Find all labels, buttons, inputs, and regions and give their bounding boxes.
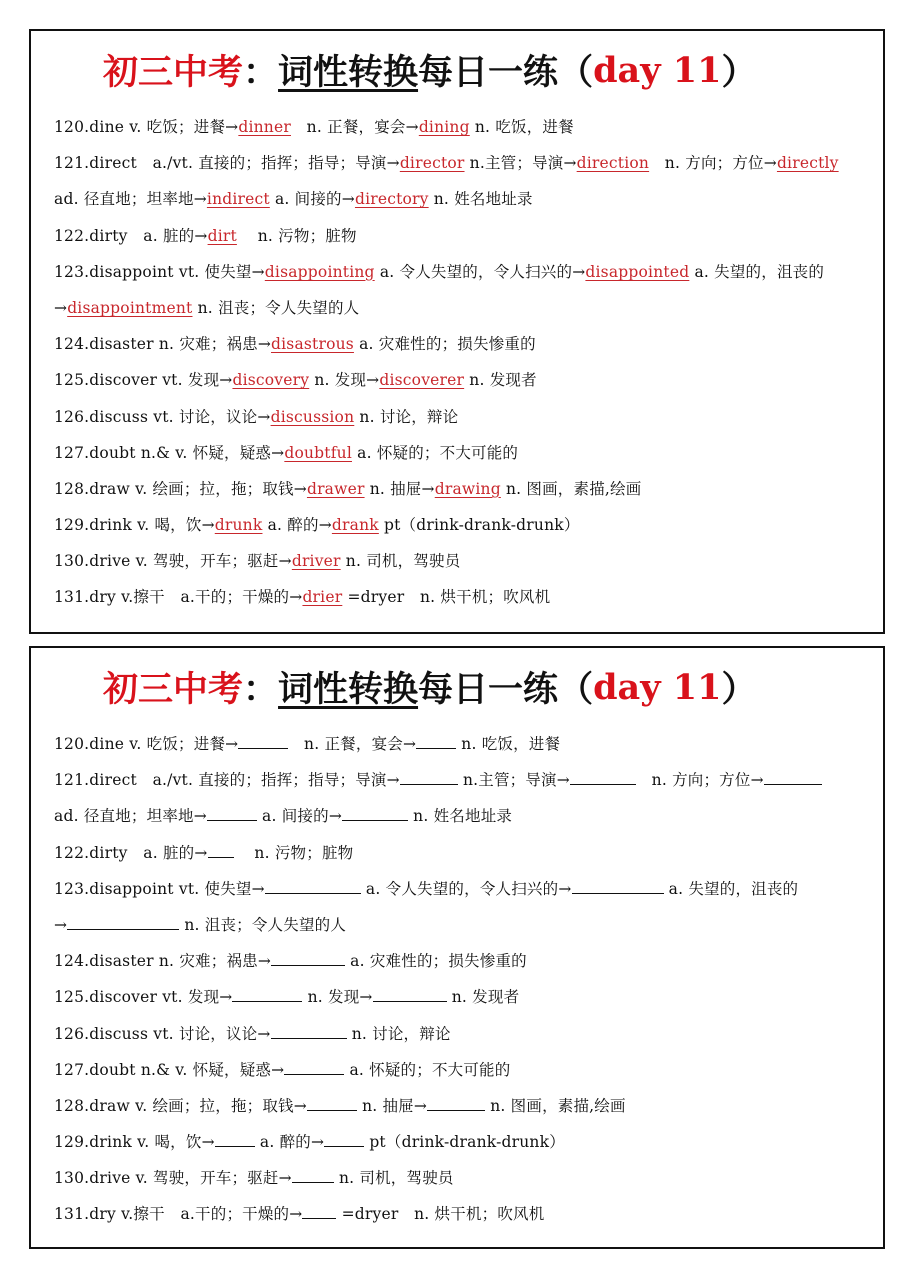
title-rest: 每日一练 (418, 52, 559, 93)
line-text: 123.disappoint vt. 使失望→ (54, 262, 265, 281)
exercise-line (54, 181, 873, 217)
line-text: n. 吃饭，进餐 (456, 735, 561, 753)
title-close-paren: ） (721, 669, 757, 710)
line-text: ad. 径直地；坦率地→ (54, 190, 207, 209)
line-text: ad. 径直地；坦率地→ (54, 807, 207, 826)
line-text: a. 怀疑的；不大可能的 (352, 443, 519, 462)
title-open-paren: （ (558, 52, 594, 93)
answer-blank[interactable] (302, 1204, 336, 1219)
answer-word: driver (291, 552, 341, 571)
line-text: 122.dirty a. 脏的→ (54, 226, 208, 245)
line-text: n. 发现者 (464, 371, 537, 390)
line-text: n. 讨论，辩论 (354, 407, 459, 426)
exercise-line (54, 290, 873, 326)
blank-lines (31, 726, 883, 1233)
line-text: n.主管；导演→ (464, 154, 577, 173)
line-text: 126.discuss vt. 讨论，议论→ (54, 407, 271, 426)
exercise-line (54, 835, 873, 871)
line-text: → (54, 915, 68, 934)
line-text: n. 司机，驾驶员 (333, 1169, 454, 1188)
answer-word: drawer (306, 479, 365, 498)
line-text: a. 失望的，沮丧的 (663, 879, 799, 898)
answer-blank[interactable] (572, 879, 664, 894)
line-text: 120.dine v. 吃饭；进餐→ (54, 735, 239, 753)
answer-word: drunk (214, 516, 263, 535)
exercise-line (54, 543, 873, 579)
line-text: 131.dry v.擦干 a.干的；干燥的→ (54, 1205, 303, 1224)
line-text: 125.discover vt. 发现→ (54, 988, 233, 1007)
line-text: n. 抽屉→ (356, 1096, 428, 1115)
line-text: n. 沮丧；令人失望的人 (179, 915, 347, 934)
exercise-line (54, 1088, 873, 1124)
exercise-line (54, 1124, 873, 1160)
line-text: n. 方向；方位→ (635, 771, 764, 790)
answer-blank[interactable] (232, 987, 302, 1002)
line-text: a. 醉的→ (254, 1133, 325, 1152)
line-text: a. 令人失望的，令人扫兴的→ (360, 879, 572, 898)
line-text: n.主管；导演→ (457, 771, 570, 790)
exercise-line (54, 1196, 873, 1232)
answer-blank[interactable] (764, 770, 822, 785)
line-text: 131.dry v.擦干 a.干的；干燥的→ (54, 588, 303, 607)
line-text: a. 醉的→ (262, 516, 332, 535)
line-text: n. 发现者 (446, 988, 520, 1007)
exercise-line (54, 218, 873, 254)
answer-lines (31, 109, 883, 616)
line-text: 130.drive v. 驾驶，开车；驱赶→ (54, 1169, 292, 1188)
answer-word: director (399, 154, 465, 173)
title-key-part: 词性转换 (278, 52, 419, 93)
line-text: 124.disaster n. 灾难；祸患→ (54, 952, 272, 971)
title-close-paren: ） (721, 52, 757, 93)
line-text: 128.draw v. 绘画；拉，拖；取钱→ (54, 1096, 307, 1115)
line-text: 129.drink v. 喝，饮→ (54, 1133, 215, 1152)
exercise-line (54, 254, 873, 290)
line-text: n. 发现→ (309, 371, 380, 390)
answer-word: disastrous (271, 335, 354, 354)
answer-word: discovery (232, 371, 310, 390)
line-text: n. 讨论，辩论 (346, 1024, 451, 1043)
line-text: a. 怀疑的；不大可能的 (344, 1060, 511, 1079)
answer-word: drier (302, 588, 343, 607)
exercise-line (54, 943, 873, 979)
answer-word: discussion (270, 407, 355, 426)
answer-blank[interactable] (570, 770, 636, 785)
answer-word: discoverer (379, 371, 465, 390)
exercise-line (54, 145, 873, 181)
answer-blank[interactable] (271, 951, 345, 966)
answer-word: disappointed (585, 262, 690, 281)
line-text: 120.dine v. 吃饭；进餐→ (54, 118, 239, 136)
exercise-line (54, 979, 873, 1015)
line-text: 122.dirty a. 脏的→ (54, 843, 208, 862)
answer-word: indirect (206, 190, 270, 209)
line-text: n. 姓名地址录 (428, 190, 533, 209)
line-text: 128.draw v. 绘画；拉，拖；取钱→ (54, 479, 307, 498)
exercise-line (54, 362, 873, 398)
line-text: 124.disaster n. 灾难；祸患→ (54, 335, 272, 354)
answer-blank[interactable] (284, 1060, 344, 1075)
title-day: day 11 (593, 49, 722, 91)
answer-blank[interactable] (67, 915, 179, 930)
line-text: n. 抽屉→ (364, 479, 435, 498)
title-rest: 每日一练 (418, 669, 559, 710)
title-day: day 11 (593, 666, 722, 708)
line-text: 130.drive v. 驾驶，开车；驱赶→ (54, 552, 292, 571)
line-text: n. 污物；脏物 (236, 226, 357, 245)
answer-word: drank (331, 516, 379, 535)
line-text: =dryer n. 烘干机；吹风机 (336, 1205, 545, 1224)
title-colon: ： (243, 669, 279, 710)
title-key-part: 词性转换 (278, 669, 419, 710)
line-text: a. 令人失望的，令人扫兴的→ (374, 262, 586, 281)
line-text: 126.discuss vt. 讨论，议论→ (54, 1024, 271, 1043)
blank-sheet (29, 646, 885, 1249)
line-text: n. 正餐，宴会→ (290, 118, 419, 136)
line-text: n. 吃饭，进餐 (469, 118, 574, 136)
line-text: n. 沮丧；令人失望的人 (192, 298, 360, 317)
line-text: 127.doubt n.& v. 怀疑，疑惑→ (54, 443, 285, 462)
sheet-title (31, 31, 883, 109)
answer-sheet (29, 29, 885, 634)
line-text: n. 正餐，宴会→ (288, 735, 417, 753)
exercise-line (54, 907, 873, 943)
line-text: =dryer n. 烘干机；吹风机 (342, 588, 551, 607)
answer-word: dirt (207, 226, 237, 245)
answer-blank[interactable] (342, 806, 408, 821)
exercise-line (54, 798, 873, 834)
line-text: n. 图画，素描,绘画 (500, 479, 642, 498)
line-text: n. 图画，素描,绘画 (485, 1096, 626, 1115)
answer-blank[interactable] (271, 1024, 347, 1039)
answer-word: drawing (434, 479, 501, 498)
exercise-line (54, 871, 873, 907)
exercise-line (54, 399, 873, 435)
answer-blank[interactable] (400, 770, 458, 785)
line-text: n. 方向；方位→ (649, 154, 777, 173)
exercise-line (54, 1016, 873, 1052)
exercise-line (54, 1160, 873, 1196)
answer-blank[interactable] (208, 843, 234, 858)
sheet-title (31, 648, 883, 726)
title-colon: ： (243, 52, 279, 93)
exercise-line (54, 109, 873, 145)
answer-blank[interactable] (416, 734, 456, 749)
line-text: n. 污物；脏物 (233, 843, 354, 862)
answer-word: disappointment (67, 298, 193, 317)
line-text: 121.direct a./vt. 直接的；指挥；指导；导演→ (54, 771, 400, 790)
exercise-line (54, 507, 873, 543)
line-text: a. 灾难性的；损失惨重的 (353, 335, 536, 354)
line-text: 123.disappoint vt. 使失望→ (54, 879, 265, 898)
answer-word: dinner (238, 118, 291, 136)
exercise-line (54, 762, 873, 798)
exercise-line (54, 326, 873, 362)
answer-word: directly (776, 154, 839, 173)
line-text: 125.discover vt. 发现→ (54, 371, 233, 390)
line-text: a. 间接的→ (269, 190, 355, 209)
answer-blank[interactable] (292, 1168, 334, 1183)
answer-blank[interactable] (427, 1096, 485, 1111)
line-text: pt（drink-drank-drunk） (378, 516, 580, 535)
answer-word: direction (576, 154, 650, 173)
answer-blank[interactable] (324, 1132, 364, 1147)
line-text: n. 发现→ (302, 988, 373, 1007)
line-text: 127.doubt n.& v. 怀疑，疑惑→ (54, 1060, 285, 1079)
line-text: n. 司机，驾驶员 (340, 552, 461, 571)
line-text: pt（drink-drank-drunk） (364, 1133, 565, 1152)
line-text: a. 间接的→ (256, 807, 343, 826)
answer-blank[interactable] (307, 1096, 357, 1111)
answer-word: directory (354, 190, 429, 209)
line-text: a. 灾难性的；损失惨重的 (345, 952, 527, 971)
line-text: n. 姓名地址录 (408, 807, 513, 826)
answer-word: disappointing (264, 262, 375, 281)
line-text: 121.direct a./vt. 直接的；指挥；指导；导演→ (54, 154, 400, 173)
exercise-line (54, 726, 873, 762)
title-red-part: 初三中考 (103, 669, 244, 710)
line-text: 129.drink v. 喝，饮→ (54, 516, 215, 535)
line-text: → (54, 298, 68, 317)
answer-blank[interactable] (373, 987, 447, 1002)
answer-blank[interactable] (238, 734, 288, 749)
exercise-line (54, 579, 873, 615)
answer-blank[interactable] (215, 1132, 255, 1147)
answer-word: doubtful (284, 443, 352, 462)
title-red-part: 初三中考 (103, 52, 244, 93)
exercise-line (54, 435, 873, 471)
exercise-line (54, 471, 873, 507)
answer-blank[interactable] (265, 879, 361, 894)
answer-word: dining (418, 118, 470, 136)
answer-blank[interactable] (207, 806, 257, 821)
title-open-paren: （ (558, 669, 594, 710)
exercise-line (54, 1052, 873, 1088)
line-text: a. 失望的，沮丧的 (689, 262, 825, 281)
